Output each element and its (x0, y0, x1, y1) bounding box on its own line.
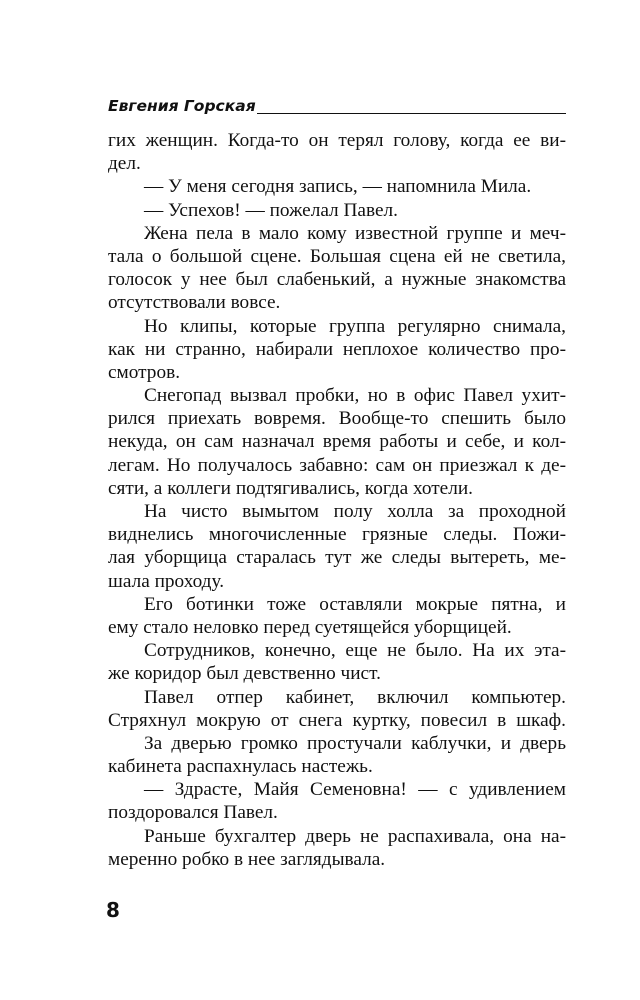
text-line: Жена пела в мало кому известной группе и меч- (144, 222, 566, 244)
text-line: некуда, он сам назначал время работы и себе, и кол- (108, 431, 566, 453)
text-line: На чисто вымытом полу холла за проходной (144, 501, 566, 522)
text-line: За дверью громко простучали каблучки, и дверь (144, 732, 566, 754)
running-head-rule (257, 113, 566, 114)
text-line: Стряхнул мокрую от снега куртку, повесил в шкаф. (108, 709, 566, 731)
text-line: Его ботинки тоже оставляли мокрые пятна, и (144, 593, 566, 615)
running-head (108, 96, 566, 122)
page-number: 8 (106, 898, 120, 922)
text-line: ему стало неловко перед суетящейся уборщицей. (108, 616, 512, 638)
text-line: голосок у нее был слабенький, а нужные знакомства (108, 269, 566, 291)
text-line: дел. (108, 153, 141, 175)
text-line: — У меня сегодня запись, — напомнила Мила. (144, 176, 532, 198)
text-line: Снегопад вызвал пробки, но в офис Павел ухит- (144, 385, 566, 407)
text-line: тала о большой сцене. Большая сцена ей не светила, (108, 245, 566, 267)
running-head-author: Евгения Горская (108, 97, 256, 115)
text-line: виднелись многочисленные грязные следы. Пожи- (108, 524, 566, 546)
text-line: сяти, а коллеги подтягивались, когда хотели. (108, 477, 474, 499)
text-line: поздоровался Павел. (108, 802, 278, 824)
text-line: лая уборщица старалась тут же следы вытереть, ме- (108, 547, 566, 569)
text-line: отсутствовали вовсе. (108, 292, 281, 314)
text-line: как ни странно, набирали неплохое количество про- (108, 338, 566, 360)
text-line: смотров. (108, 361, 181, 383)
text-line: Но клипы, которые группа регулярно снимала, (144, 315, 566, 337)
text-line: кабинета распахнулась настежь. (108, 756, 373, 778)
text-line: — Здрасте, Майя Семеновна! — с удивлением (144, 779, 566, 801)
text-line: легам. Но получалось забавно: сам он приезжал к де- (108, 454, 566, 476)
text-line: гих женщин. Когда-то он терял голову, когда ее ви- (108, 130, 566, 151)
text-line: Раньше бухгалтер дверь не распахивала, она на- (144, 825, 566, 847)
text-line: рился приехать вовремя. Вообще-то спешить было (108, 408, 566, 430)
text-line: Павел отпер кабинет, включил компьютер. (144, 686, 566, 708)
body-text (108, 129, 566, 871)
text-line: же коридор был девственно чист. (108, 663, 381, 685)
text-line: меренно робко в нее заглядывала. (108, 848, 386, 870)
text-line: шала проходу. (108, 570, 225, 592)
text-line: — Успехов! — пожелал Павел. (144, 199, 398, 221)
text-line: Сотрудников, конечно, еще не было. На их эта- (144, 640, 566, 662)
